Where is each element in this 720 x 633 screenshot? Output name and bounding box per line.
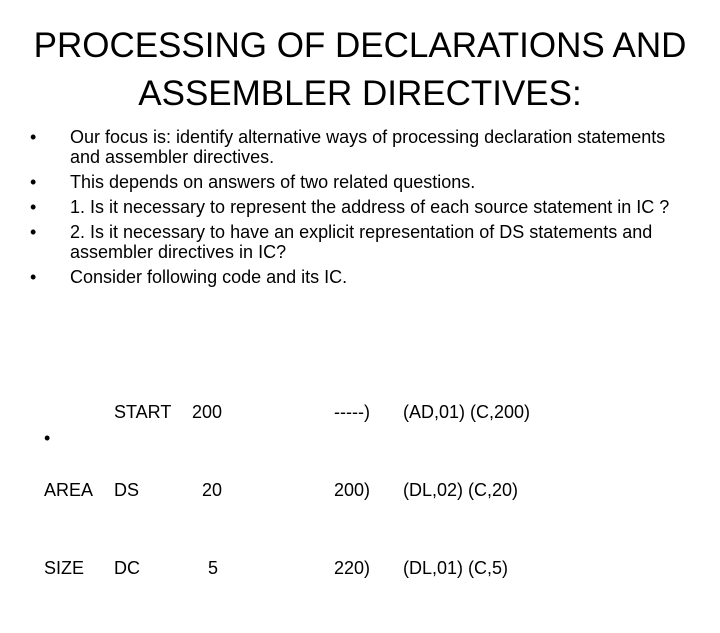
- code-ic-column: [403, 347, 530, 633]
- bullet-text: Consider following code and its IC.: [70, 267, 348, 287]
- code-mnemonic-column: [114, 347, 171, 633]
- code-ic: (AD,01) (C,200): [403, 402, 531, 422]
- code-label: [44, 399, 93, 425]
- slide-title-line-2: ASSEMBLER DIRECTIVES:: [138, 74, 582, 113]
- code-address-column: [330, 347, 370, 633]
- code-ic: (DL,01) (C,5): [403, 558, 509, 578]
- trailing-bullet-icon: •: [44, 428, 51, 448]
- code-mnemonic: DC: [114, 558, 140, 578]
- code-operand: 200: [191, 402, 222, 422]
- bullet-text: 1. Is it necessary to represent the address of each source statement in IC ?: [70, 197, 670, 217]
- slide-title: [20, 22, 700, 118]
- code-label-column: [44, 347, 93, 633]
- code-address: 200): [333, 480, 370, 500]
- bullet-item: [30, 127, 690, 167]
- bullet-list: [30, 127, 690, 292]
- bullet-item: [30, 172, 690, 192]
- bullet-dot-icon: •: [30, 267, 37, 287]
- code-operand: 20: [201, 480, 222, 500]
- bullet-dot-icon: •: [30, 172, 37, 192]
- code-ic: (DL,02) (C,20): [403, 480, 519, 500]
- code-operand: 5: [207, 558, 218, 578]
- code-address: -----): [334, 402, 370, 422]
- code-label: SIZE: [44, 558, 85, 578]
- code-mnemonic: DS: [114, 480, 140, 500]
- bullet-item: [30, 267, 690, 287]
- bullet-item: [30, 197, 690, 217]
- bullet-dot-icon: •: [30, 197, 37, 217]
- code-address: 220): [333, 558, 370, 578]
- code-mnemonic: START: [114, 402, 172, 422]
- code-label: AREA: [44, 480, 94, 500]
- code-operand-column: [180, 347, 222, 633]
- bullet-text: Our focus is: identify alternative ways of processing declaration statements and assembler directives.: [70, 127, 666, 167]
- slide-title-line-1: PROCESSING OF DECLARATIONS AND: [33, 26, 687, 65]
- bullet-dot-icon: •: [30, 222, 37, 242]
- bullet-text: 2. Is it necessary to have an explicit representation of DS statements and assembler directives in IC?: [70, 222, 653, 262]
- bullet-text: This depends on answers of two related questions.: [70, 172, 476, 192]
- bullet-dot-icon: •: [30, 127, 37, 147]
- bullet-item: [30, 222, 690, 262]
